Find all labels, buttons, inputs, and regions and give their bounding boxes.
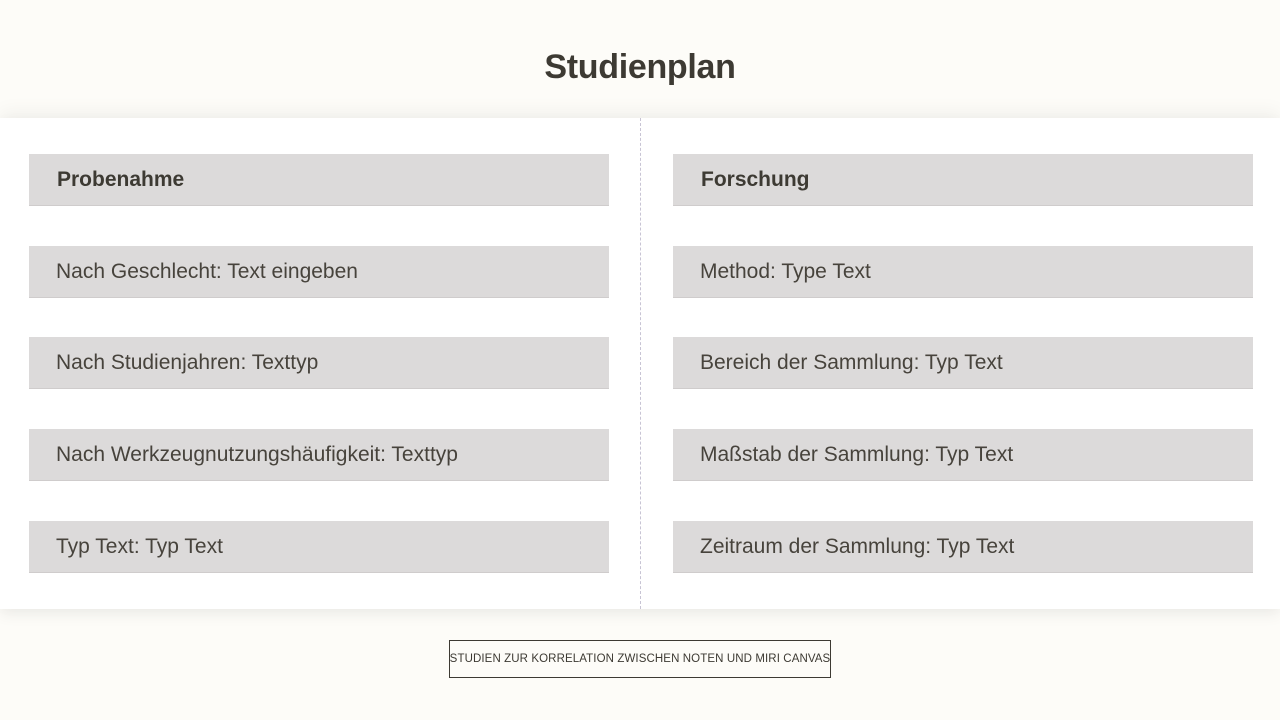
study-plan-board bbox=[0, 118, 1280, 609]
page-title: Studienplan bbox=[544, 48, 736, 86]
sampling-item-tool-usage[interactable]: Nach Werkzeugnutzungshäufigkeit: Texttyp bbox=[29, 429, 609, 481]
research-item-collection-scale[interactable]: Maßstab der Sammlung: Typ Text bbox=[673, 429, 1253, 481]
research-item-collection-area[interactable]: Bereich der Sammlung: Typ Text bbox=[673, 337, 1253, 389]
research-item-method[interactable]: Method: Type Text bbox=[673, 246, 1253, 298]
column-divider bbox=[640, 118, 641, 609]
research-header: Forschung bbox=[673, 154, 1253, 206]
research-item-collection-period[interactable]: Zeitraum der Sammlung: Typ Text bbox=[673, 521, 1253, 573]
sampling-item-study-years[interactable]: Nach Studienjahren: Texttyp bbox=[29, 337, 609, 389]
sampling-item-gender[interactable]: Nach Geschlecht: Text eingeben bbox=[29, 246, 609, 298]
sampling-item-type-text[interactable]: Typ Text: Typ Text bbox=[29, 521, 609, 573]
footer-caption: STUDIEN ZUR KORRELATION ZWISCHEN NOTEN UND MIRI CANVAS bbox=[449, 640, 831, 678]
sampling-header: Probenahme bbox=[29, 154, 609, 206]
